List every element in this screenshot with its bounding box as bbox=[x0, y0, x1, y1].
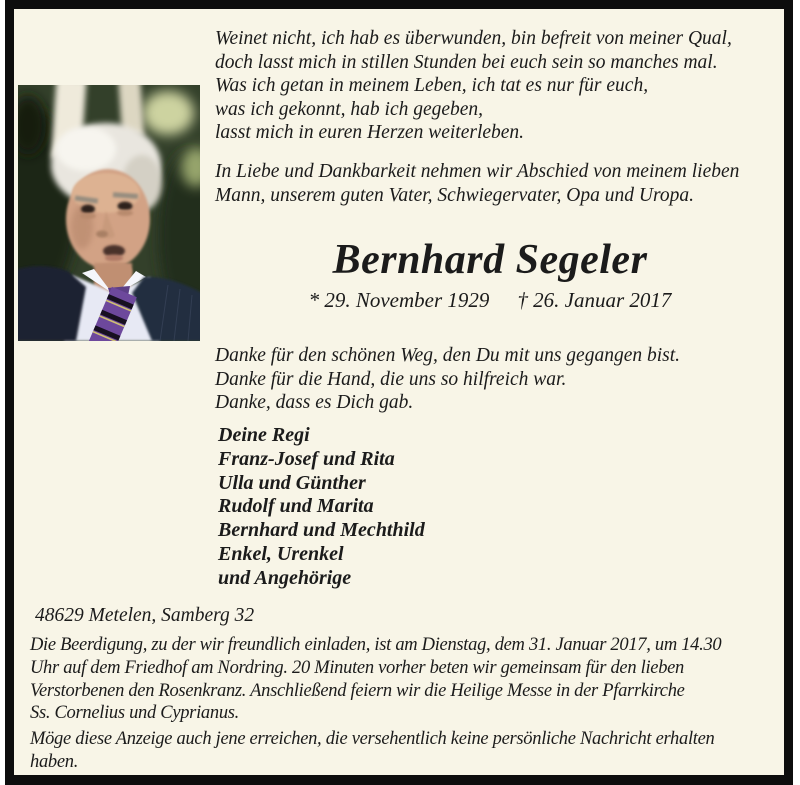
memorial-poem bbox=[215, 27, 732, 145]
mourner-name: Franz-Josef und Rita bbox=[218, 447, 395, 470]
life-dates bbox=[215, 288, 765, 313]
closing-note bbox=[30, 728, 786, 774]
funeral-details-line: Die Beerdigung, zu der wir freundlich einladen, ist am Dienstag, dem 31. Januar 2017, um 14.30 bbox=[30, 635, 722, 655]
mourner-name: Bernhard und Mechthild bbox=[218, 519, 425, 542]
poem-line: lasst mich in euren Herzen weiterleben. bbox=[215, 122, 525, 143]
death-date: † 26. Januar 2017 bbox=[517, 288, 672, 312]
funeral-details-line: Ss. Cornelius und Cyprianus. bbox=[30, 703, 239, 724]
thanks-line: Danke für den schönen Weg, den Du mit uns gegangen bist. bbox=[215, 345, 681, 366]
portrait-photo bbox=[18, 85, 200, 341]
poem-line: was ich gekonnt, hab ich gegeben, bbox=[215, 98, 484, 120]
closing-note-line: haben. bbox=[30, 751, 79, 772]
funeral-details-line: Verstorbenen den Rosenkranz. Anschließend feiern wir die Heilige Messe in der Pfarrkirche bbox=[30, 680, 685, 701]
mourner-name: Deine Regi bbox=[218, 424, 310, 446]
poem-line: Weinet nicht, ich hab es überwunden, bin befreit von meiner Qual, bbox=[215, 28, 732, 49]
mourner-name: und Angehörige bbox=[218, 566, 352, 589]
deceased-name: Bernhard Segeler bbox=[332, 237, 648, 283]
deceased-name-block bbox=[215, 236, 765, 284]
thanks-line: Danke für die Hand, die uns so hilfreich war. bbox=[215, 368, 567, 390]
address-line: 48629 Metelen, Samberg 32 bbox=[35, 605, 255, 626]
thanks-paragraph bbox=[215, 344, 680, 415]
birth-date: * 29. November 1929 bbox=[308, 288, 490, 312]
tribute-paragraph bbox=[215, 160, 739, 208]
poem-line: doch lasst mich in stillen Stunden bei euch sein so manches mal. bbox=[215, 51, 718, 73]
mourner-name: Ulla und Günther bbox=[218, 471, 366, 494]
mourner-list bbox=[218, 424, 425, 591]
tribute-line: Mann, unserem guten Vater, Schwiegervater, Opa und Uropa. bbox=[215, 185, 694, 206]
mourner-name: Rudolf und Marita bbox=[218, 495, 374, 518]
portrait-photo-illustration bbox=[18, 85, 200, 341]
thanks-line: Danke, dass es Dich gab. bbox=[215, 392, 414, 413]
poem-line: Was ich getan in meinem Leben, ich tat es nur für euch, bbox=[215, 75, 649, 96]
funeral-details bbox=[30, 634, 786, 725]
funeral-details-line: Uhr auf dem Friedhof am Nordring. 20 Minuten vorher beten wir gemeinsam für den lieben bbox=[30, 657, 685, 678]
mourner-name: Enkel, Urenkel bbox=[218, 542, 344, 565]
tribute-line: In Liebe und Dankbarkeit nehmen wir Abschied von meinem lieben bbox=[215, 161, 740, 182]
closing-note-line: Möge diese Anzeige auch jene erreichen, die versehentlich keine persönliche Nachricht erhalten bbox=[30, 729, 715, 749]
